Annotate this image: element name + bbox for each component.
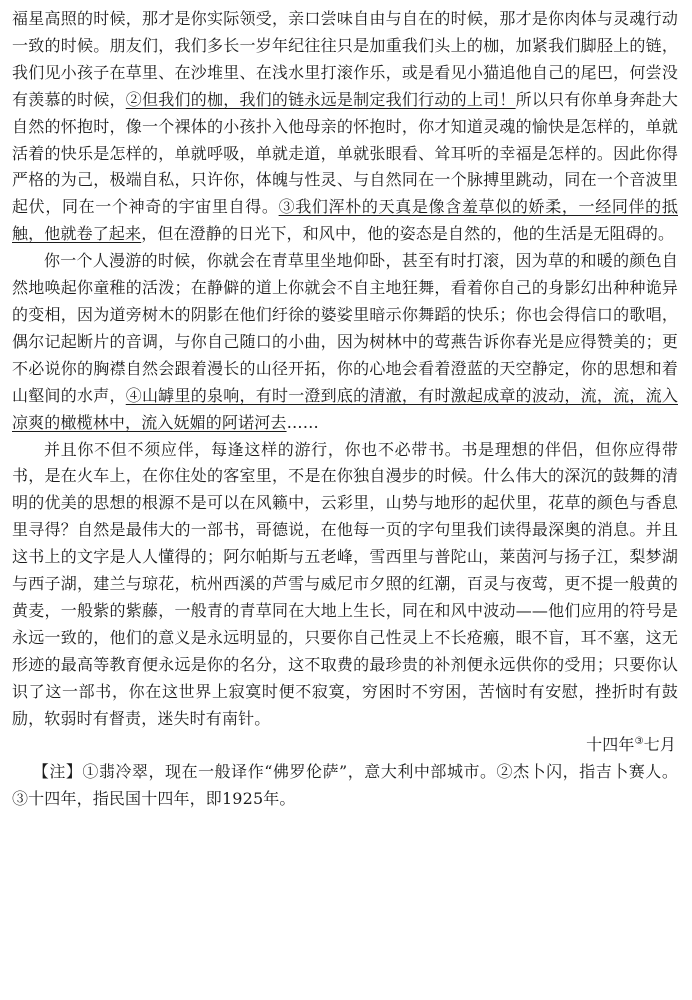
annotation-note: 【注】①翡冷翠，现在一般译作“佛罗伦萨”，意大利中部城市。②杰卜闪，指吉卜赛人。③十四年，指民国十四年，即1925年。	[12, 762, 678, 809]
paragraph-2-text-a: 你一个人漫游的时候，你就会在青草里坐地仰卧，甚至有时打滚，因为草的和暖的颜色自然地唤起你童稚的活泼；在静僻的道上你就会不自主地狂舞，看着你自己的身影幻出种种诡异的变相，因为道旁树木的阴影在他们纡徐的婆娑里暗示你舞蹈的快乐；你也会得信口的歌唱，偶尔记起断片的音调，与你自己随口的小曲，因为树林中的莺燕告诉你春光是应得赞美的；更不必说你的胸襟自然会跟着漫长的山径开拓，你的心地会看着澄蓝的天空静定，你的思想和着山壑间的水声，	[12, 251, 678, 405]
paragraph-3	[12, 437, 678, 733]
paragraph-3-text: 并且你不但不须应伴，每逢这样的游行，你也不必带书。书是理想的伴侣，但你应得带书，是在火车上，在你住处的客室里，不是在你独自漫步的时候。什么伟大的深沉的鼓舞的清明的优美的思想的根源不是可以在风籁中，云彩里，山势与地形的起伏里，花草的颜色与香息里寻得？自然是最伟大的一部书，哥德说，在他每一页的字句里我们读得最深奥的消息。并且这书上的文字是人人懂得的；阿尔帕斯与五老峰，雪西里与普陀山，莱茵河与扬子江，梨梦湖与西子湖，建兰与琼花，杭州西溪的芦雪与威尼市夕照的红潮，百灵与夜莺，更不提一般黄的黄麦，一般紫的紫藤，一般青的青草同在大地上生长，同在和风中波动——他们应用的符号是永远一致的，他们的意义是永远明显的，只要你自己性灵上不长疮瘢，眼不盲，耳不塞，这无形迹的最高等教育便永远是你的名分，这不取费的最珍贵的补剂便永远供你的受用；只要你认识了这一部书，你在这世界上寂寞时便不寂寞，穷困时不穷困，苦恼时有安慰，挫折时有鼓励，软弱时有督责，迷失时有南针。	[12, 439, 678, 728]
date-footnote-marker: ③	[634, 736, 644, 748]
date-year: 十四年	[586, 735, 635, 755]
underlined-sentence-3: ③我们浑朴的天真是像含羞草似的娇柔，一经同伴的抵触，他就卷了起来	[12, 197, 678, 244]
paragraph-2-text-b: ……	[286, 412, 319, 432]
date-month: 七月	[643, 735, 676, 755]
paragraph-1-text-a: 福星高照的时候，那才是你实际领受，亲口尝味自由与自在的时候，那才是你肉体与灵魂行动一致的时候。朋友们，我们多长一岁年纪往往只是加重我们头上的枷，加紧我们脚胫上的链，我们见小孩子在草里、在沙堆里、在浅水里打滚作乐，或是看见小猫追他自己的尾巴，何尝没有羡慕的时候，	[12, 9, 678, 109]
paragraph-1-text-b: 所以只有你单身奔赴大自然的怀抱时，像一个裸体的小孩扑入他母亲的怀抱时，你才知道灵魂的愉快是怎样的，单就活着的快乐是怎样的，单就呼吸，单就走道，单就张眼看、耸耳听的幸福是怎样的。因此你得严格的为己，极端自私，只许你，体魄与性灵、与自然同在一个脉搏里跳动，同在一个音波里起伏，同在一个神奇的宇宙里自得。	[12, 89, 678, 217]
underlined-sentence-2: ②但我们的枷，我们的链永远是制定我们行动的上司！	[125, 89, 516, 109]
date-line	[12, 732, 678, 759]
underlined-sentence-4: ④山罅里的泉响，有时一澄到底的清澈，有时激起成章的波动，流，流，流入凉爽的橄榄林中，流入妩媚的阿诺河去	[12, 385, 678, 432]
paragraph-2	[12, 248, 678, 436]
paragraph-1	[12, 6, 678, 248]
paragraph-1-text-c: ，但在澄静的日光下，和风中，他的姿态是自然的，他的生活是无阻碍的。	[141, 224, 675, 244]
